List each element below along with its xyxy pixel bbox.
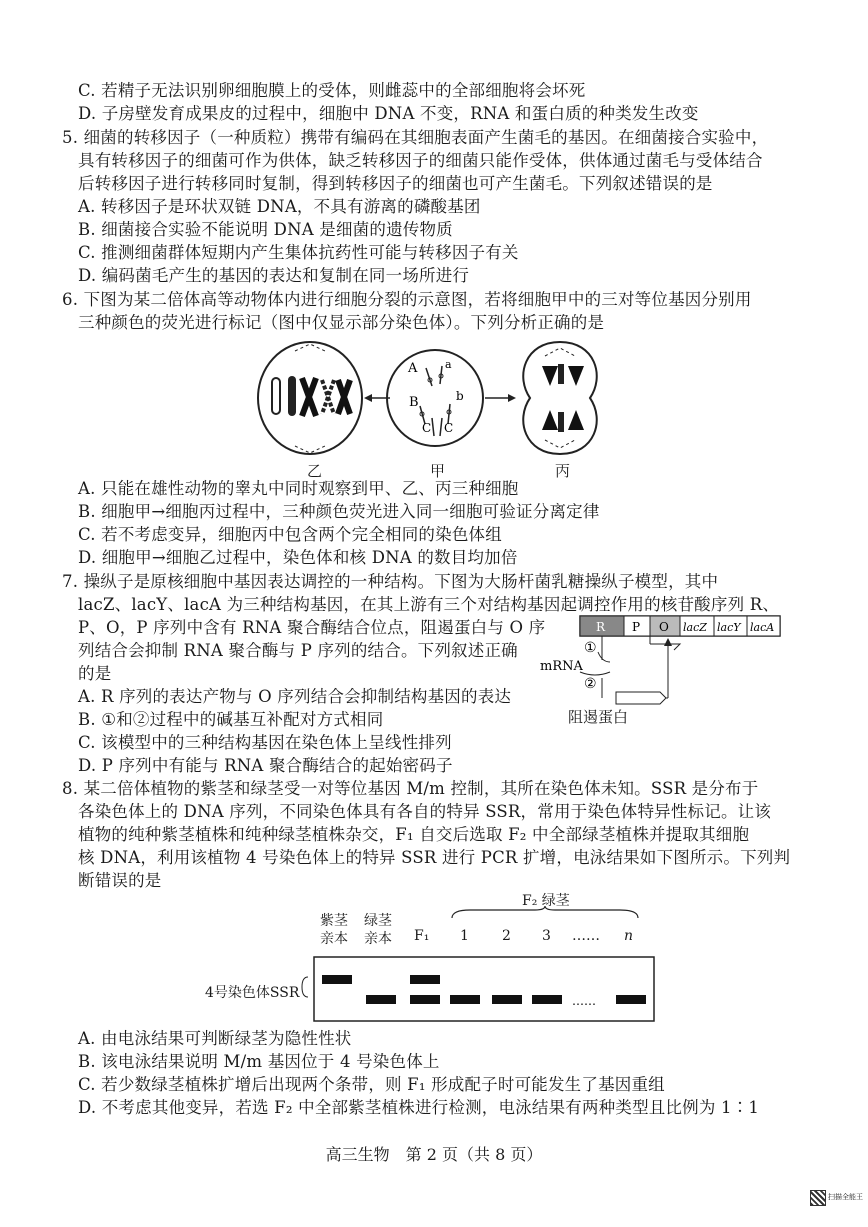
gene-C1: C (422, 421, 432, 435)
svg-text:lacY: lacY (717, 621, 741, 634)
header-lane-dots: …… (572, 928, 600, 944)
q5-stem-1: 5. 细菌的转移因子（一种质粒）携带有编码在其细胞表面产生菌毛的基因。在细菌接合实验中， (62, 128, 769, 147)
header-purple-parent-1: 紫茎 (320, 913, 348, 929)
q8-stem-4: 核 DNA，利用该植物 4 号染色体上的特异 SSR 进行 PCR 扩增，电泳结果如下图所示。下列判 (78, 848, 791, 867)
q5-option-c: C. 推测细菌群体短期内产生集体抗药性可能与转移因子有关 (78, 243, 519, 262)
header-lane-n: n (624, 928, 634, 944)
svg-text:P: P (632, 620, 641, 634)
header-f1: F₁ (414, 928, 430, 944)
band-f1-lower (410, 995, 440, 1004)
repressor-label: 阻遏蛋白 (568, 708, 629, 726)
svg-text:mRNA: mRNA (540, 659, 583, 674)
svg-text:lacA: lacA (750, 621, 775, 634)
gene-a: a (445, 358, 452, 371)
label-jia: 甲 (430, 462, 446, 480)
svg-text:①: ① (584, 640, 597, 656)
q5-option-b: B. 细菌接合实验不能说明 DNA 是细菌的遗传物质 (78, 220, 453, 239)
q5-option-d: D. 编码菌毛产生的基因的表达和复制在同一场所进行 (78, 266, 470, 285)
header-green-parent-2: 亲本 (364, 931, 392, 947)
q6-option-b: B. 细胞甲→细胞丙过程中，三种颜色荧光进入同一细胞可验证分离定律 (78, 502, 600, 521)
header-green-parent-1: 绿茎 (364, 913, 392, 929)
q8-option-d: D. 不考虑其他变异，若选 F₂ 中全部紫茎植株进行检测，电泳结果有两种类型且比例为 1∶1 (78, 1098, 760, 1117)
svg-text:O: O (659, 620, 669, 634)
q4-option-d: D. 子房壁发育成果皮的过程中，细胞中 DNA 不变，RNA 和蛋白质的种类发生改变 (78, 104, 699, 123)
q6-stem-1: 6. 下图为某二倍体高等动物体内进行细胞分裂的示意图，若将细胞甲中的三对等位基因分别用 (62, 290, 752, 309)
svg-text:R: R (596, 620, 606, 634)
q6-option-d: D. 细胞甲→细胞乙过程中，染色体和核 DNA 的数目均加倍 (78, 548, 518, 567)
qr-code-icon (810, 1190, 826, 1206)
q5-stem-3: 后转移因子进行转移同时复制，得到转移因子的细菌也可产生菌毛。下列叙述错误的是 (78, 174, 713, 193)
gene-b: b (456, 389, 464, 403)
q6-cell-figure (250, 336, 610, 476)
q8-stem-3: 植物的纯种紫茎植株和纯种绿茎植株杂交，F₁ 自交后选取 F₂ 中全部绿茎植株并提取其细胞 (78, 825, 750, 844)
qr-caption: 扫描全能王 (828, 1193, 863, 1201)
svg-text:②: ② (584, 676, 597, 692)
q8-stem-1: 8. 某二倍体植物的紫茎和绿茎受一对等位基因 M/m 控制，其所在染色体未知。SSR 是分布于 (62, 779, 759, 798)
q8-option-a: A. 由电泳结果可判断绿茎为隐性性状 (78, 1029, 352, 1048)
gene-A: A (408, 361, 418, 376)
q7-stem-5: 的是 (78, 664, 112, 683)
q6-option-c: C. 若不考虑变异，细胞丙中包含两个完全相同的染色体组 (78, 525, 502, 544)
q5-stem-2: 具有转移因子的细菌可作为供体，缺乏转移因子的细菌只能作受体，供体通过菌毛与受体结合 (78, 151, 763, 170)
q7-option-a: A. R 序列的表达产物与 O 序列结合会抑制结构基因的表达 (78, 687, 512, 706)
f2-brace (450, 906, 640, 920)
page-footer: 高三生物 第 2 页（共 8 页） (325, 1145, 543, 1164)
q8-stem-2: 各染色体上的 DNA 序列，不同染色体具有各自的特异 SSR，常用于染色体特异性标记。让该 (78, 802, 772, 821)
q7-option-c: C. 该模型中的三种结构基因在染色体上呈线性排列 (78, 733, 452, 752)
f2-title: F₂ 绿茎 (522, 893, 570, 909)
q5-option-a: A. 转移因子是环状双链 DNA，不具有游离的磷酸基团 (78, 197, 481, 216)
band-lane3 (532, 995, 562, 1004)
band-lane1 (450, 995, 480, 1004)
q4-option-c: C. 若精子无法识别卵细胞膜上的受体，则雌蕊中的全部细胞将会坏死 (78, 81, 586, 100)
q7-stem-1: 7. 操纵子是原核细胞中基因表达调控的一种结构。下图为大肠杆菌乳糖操纵子模型，其中 (62, 572, 719, 591)
q8-option-b: B. 该电泳结果说明 M/m 基因位于 4 号染色体上 (78, 1052, 440, 1071)
band-purple-upper (322, 975, 352, 984)
svg-text:……: …… (572, 994, 596, 1008)
q7-stem-4: 列结合会抑制 RNA 聚合酶与 P 序列的结合。下列叙述正确 (78, 641, 518, 660)
q6-option-a: A. 只能在雄性动物的睾丸中同时观察到甲、乙、丙三种细胞 (78, 479, 519, 498)
header-lane-1: 1 (460, 928, 469, 944)
gene-B: B (409, 395, 419, 410)
q7-stem-3: P、O，P 序列中含有 RNA 聚合酶结合位点，阻遏蛋白与 O 序 (78, 618, 546, 637)
header-lane-2: 2 (502, 928, 511, 944)
gene-C2: C (444, 421, 454, 435)
band-green-lower (366, 995, 396, 1004)
cell-bing (523, 342, 597, 454)
label-bing: 丙 (555, 462, 571, 480)
q8-stem-5: 断错误的是 (78, 871, 162, 890)
label-yi: 乙 (307, 462, 323, 480)
header-purple-parent-2: 亲本 (320, 931, 348, 947)
q7-option-d: D. P 序列中有能与 RNA 聚合酶结合的起始密码子 (78, 756, 453, 775)
gel-image (300, 955, 660, 1025)
q8-option-c: C. 若少数绿茎植株扩增后出现两个条带，则 F₁ 形成配子时可能发生了基因重组 (78, 1075, 665, 1094)
svg-text:lacZ: lacZ (683, 621, 707, 634)
q7-option-b: B. ①和②过程中的碱基互补配对方式相同 (78, 710, 384, 729)
cell-jia (387, 350, 483, 446)
q7-stem-2: lacZ、lacY、lacA 为三种结构基因，在其上游有三个对结构基因起调控作用的核苷酸序列 R、 (78, 595, 780, 614)
band-f1-upper (410, 975, 440, 984)
band-lane-n (616, 995, 646, 1004)
q6-stem-2: 三种颜色的荧光进行标记（图中仅显示部分染色体）。下列分析正确的是 (78, 313, 605, 332)
band-lane2 (492, 995, 522, 1004)
ssr-row-label: 4号染色体SSR (205, 985, 300, 1001)
header-lane-3: 3 (542, 928, 551, 944)
